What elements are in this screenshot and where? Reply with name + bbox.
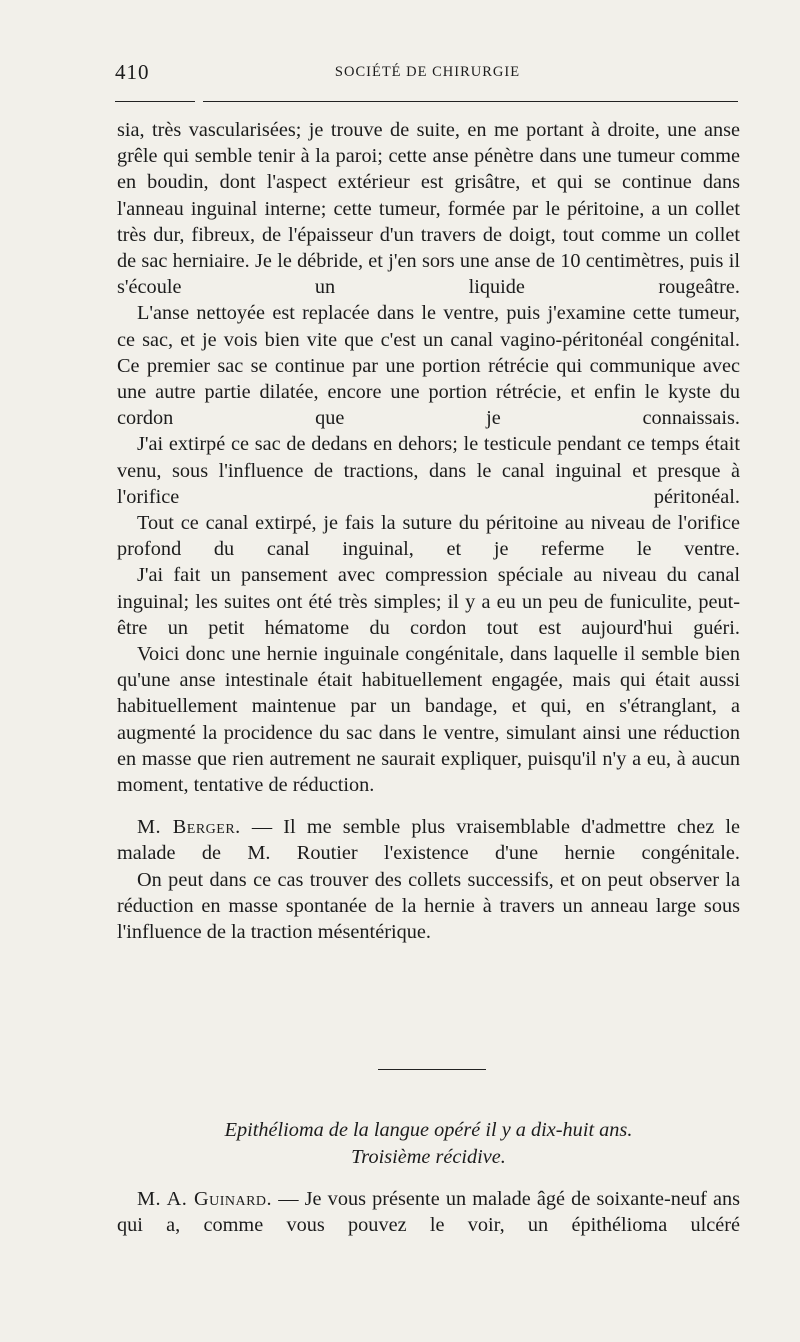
- berger-paragraph: [117, 814, 740, 866]
- paragraph-3: J'ai extirpé ce sac de dedans en dehors; le testicule pendant ce temps était venu, sous l'influence de tractions, dans le canal inguinal et presque à l'orifice péritonéal.: [117, 433, 740, 508]
- header-rule-long: [203, 101, 738, 102]
- paragraph-6: Voici donc une hernie inguinale congénitale, dans laquelle il semble bien qu'une anse intestinale était habituellement engagée, mais qui était aussi habituellement maintenue par un bandage, et qui, en s'étranglant, a augmenté la procidence du sac dans le ventre, simulant ainsi une réduction en masse que rien autrement ne saurait expliquer, puisqu'il n'y a eu, à aucun moment, tentative de réduction.: [117, 643, 740, 797]
- section-title-line-1: Epithélioma de la langue opéré il y a dix-huit ans.: [224, 1119, 633, 1141]
- paragraph-1: sia, très vascularisées; je trouve de suite, en me portant à droite, une anse grêle qui semble tenir à la paroi; cette anse pénètre dans une tumeur comme en boudin, dont l'aspect extérieur est grisâtre, et qui se continue dans l'anneau inguinal interne; cette tumeur, formée par le péritoine, a un collet très dur, fibreux, de l'épaisseur d'un travers de doigt, tout comme un collet de sac herniaire. Je le débride, et j'en sors une anse de 10 centimètres, puis il s'écoule un liquide rougeâtre.: [117, 119, 740, 299]
- section-divider: [378, 1069, 486, 1070]
- guinard-section: [117, 1186, 740, 1238]
- page-number: 410: [115, 60, 150, 84]
- paragraph-5: J'ai fait un pansement avec compression spéciale au niveau du canal inguinal; les suites ont été très simples; il y a eu un peu de funiculite, peut-être un petit hématome du cordon tout est aujourd'hui guéri.: [117, 564, 740, 639]
- berger-paragraph-2: On peut dans ce cas trouver des collets successifs, et on peut observer la réduction en masse spontanée de la hernie à travers un anneau large sous l'influence de la traction mésentérique.: [117, 868, 740, 944]
- berger-text: — Il me semble plus vraisemblable d'admettre chez le malade de M. Routier l'existence d'une hernie congénitale.: [117, 816, 740, 865]
- body-text: [117, 117, 740, 945]
- section-title: [117, 1117, 740, 1170]
- running-head: SOCIÉTÉ DE CHIRURGIE: [334, 64, 521, 80]
- paragraph-4: Tout ce canal extirpé, je fais la suture du péritoine au niveau de l'orifice profond du canal inguinal, et je referme le ventre.: [117, 512, 740, 561]
- paragraph-2: L'anse nettoyée est replacée dans le ventre, puis j'examine cette tumeur, ce sac, et je vois bien vite que c'est un canal vagino-péritonéal congénital. Ce premier sac se continue par une portion rétrécie qui communique avec une autre partie dilatée, encore une portion rétrécie, et enfin le kyste du cordon que je connaissais.: [117, 302, 740, 430]
- speaker-berger: M. Berger.: [137, 816, 241, 839]
- guinard-paragraph: [117, 1186, 740, 1238]
- guinard-text: — Je vous présente un malade âgé de soixante-neuf ans qui a, comme vous pouvez le voir, un épithélioma ulcéré: [117, 1188, 740, 1237]
- header-rule-short: [115, 101, 195, 102]
- speaker-guinard: M. A. Guinard.: [137, 1188, 273, 1210]
- paragraph-gap: [117, 798, 740, 814]
- page-header: [115, 60, 740, 90]
- section-title-line-2: Troisième récidive.: [351, 1145, 506, 1168]
